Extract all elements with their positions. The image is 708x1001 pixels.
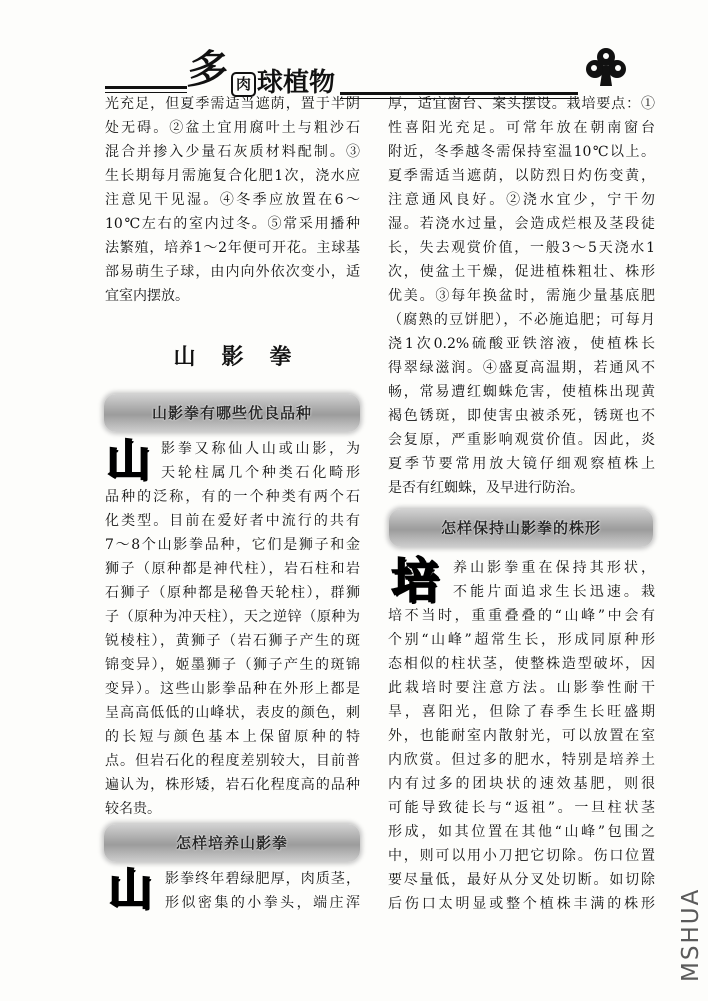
shape-drop-cap: 培 [391,553,440,609]
text-line: 夏季需适当遮荫，以防烈日灼伤变黄， [388,168,655,184]
text-line: 影拳又称仙人山或山影，为 [161,441,360,457]
text-line: 可能导致徒长与“返祖”。一旦柱状茎 [388,800,655,816]
text-line: 长，失去观赏价值，一般3～5天浇水1 [388,240,655,256]
text-line: 锐棱柱），黄狮子（岩石狮子产生的斑 [105,633,360,649]
text-line: 是否有红蜘蛛，及早进行防治。 [388,480,584,496]
cultivation-cap-lines [165,867,360,915]
text-line: 较名贵。 [105,801,161,817]
text-line: 要尽量低，最好从分叉处切断。如切除 [388,872,655,888]
text-line: 中，则可以用小刀把它切除。伤口位置 [388,848,655,864]
varieties-drop-cap: 山 [106,435,150,486]
text-line: 宜室内摆放。 [105,288,189,304]
text-line: 夏季节要常用放大镜仔细观察植株上 [388,456,655,472]
text-line: 化类型。目前在爱好者中流行的共有 [105,513,360,529]
text-line: 内有过多的团块状的速效基肥，则很 [388,776,655,792]
text-line: 锦变异），姬墨狮子（狮子产生的斑锦 [105,657,360,673]
text-line: 遍认为，株形矮，岩石化程度高的品种 [105,777,360,793]
text-line: 石狮子（原种都是秘鲁天轮柱），群狮 [105,585,360,601]
text-line: 此栽培时要注意方法。山影拳性耐干 [388,680,655,696]
text-line: 培不当时，重重叠叠的“山峰”中会有 [388,608,655,624]
watermark: MSHUA [678,887,704,982]
text-line: 外，也能耐室内散射光，可以放置在室 [388,728,655,744]
intro-paragraph [105,92,360,308]
text-line: （腐熟的豆饼肥），不必施追肥；可每月 [388,312,655,328]
text-line: 7～8个山影拳品种，它们是狮子和金 [105,537,360,553]
header-title-boxed-char: 肉 [231,72,256,97]
text-line: 呈高高低低的山峰状，表皮的颜色，刺 [105,705,360,721]
varieties-paragraph [105,485,360,821]
text-line: 变异）。这些山影拳品种在外形上都是 [105,681,360,697]
text-line: 性喜阳光充足。可常年放在朝南窗台 [388,120,655,136]
text-line: 旱，喜阳光，但除了春季生长旺盛期 [388,704,655,720]
shape-cap-lines [453,556,655,604]
text-line: 养山影拳重在保持其形状， [453,560,655,576]
text-line: 不能片面追求生长迅速。栽 [453,584,655,600]
text-line: 品种的泛称，有的一个种类有两个石 [105,489,360,505]
text-line: 湿。若浇水过量，会造成烂根及茎段徒 [388,216,655,232]
text-line: 畅，常易遭红蜘蛛危害，使植株出现黄 [388,384,655,400]
text-line: 的长短与颜色基本上保留原种的特 [105,729,360,745]
text-line: 个别“山峰”超常生长，形成同原种形 [388,632,655,648]
header-rule-left [105,86,187,89]
text-line: 优美。③每年换盆时，需施少量基底肥 [388,288,655,304]
section-title: 山影拳 [173,344,318,370]
text-line: 混合并掺入少量石灰质材料配制。③ [105,144,360,160]
text-line: 褐色锈斑，即使害虫被杀死，锈斑也不 [388,408,655,424]
shape-paragraph [388,604,655,916]
text-line: 浇1次0.2%硫酸亚铁溶液，使植株长 [388,336,655,352]
text-line: 形似密集的小拳头，端庄浑 [165,895,360,911]
text-line: 10℃左右的室内过冬。⑤常采用播种 [105,216,360,232]
header-title-rest: 球植物 [257,68,336,98]
text-line: 天轮柱属几个种类石化畸形 [161,465,360,481]
text-line: 子（原种为冲天柱），天之逆锌（原种为 [105,609,360,625]
text-line: 处无碍。②盆土宜用腐叶土与粗沙石 [105,120,360,136]
text-line: 影拳终年碧绿肥厚，肉质茎， [165,871,360,887]
text-line: 法繁殖，培养1～2年便可开花。主球基 [105,240,360,256]
text-line: 次，使盆土干燥，促进植株粗壮、株形 [388,264,655,280]
text-line: 附近，冬季越冬需保持室温10℃以上。 [388,144,655,160]
text-line: 厚，适宜窗台、案头摆设。栽培要点：① [388,96,655,112]
text-line: 点。但岩石化的程度差别较大，目前普 [105,753,360,769]
text-line: 光充足，但夏季需适当遮荫，置于半阴 [105,96,360,112]
text-line: 注意见干见湿。④冬季应放置在6～ [105,192,360,208]
cultivation-paragraph [388,92,655,500]
text-line: 形成，如其位置在其他“山峰”包围之 [388,824,655,840]
varieties-cap-lines [161,437,360,485]
text-line: 生长期每月需施复合化肥1次，浇水应 [105,168,360,184]
shape-heading: 怎样保持山影拳的株形 [389,509,653,547]
text-line: 会复原，严重影响观赏价值。因此，炎 [388,432,655,448]
text-line: 后伤口太明显或整个植株丰满的株形 [388,896,655,912]
text-line: 注意通风良好。②浇水宜少，宁干勿 [388,192,655,208]
cultivation-drop-cap: 山 [108,864,152,915]
club-icon [582,46,630,88]
text-line: 狮子（原种都是神代柱），岩石柱和岩 [105,561,360,577]
text-line: 部易萌生子球，由内向外依次变小，适 [105,264,360,280]
header-title-first-char: 多 [184,46,232,93]
cultivation-heading: 怎样培养山影拳 [104,824,360,862]
text-line: 态相似的柱状茎，使整株造型破坏，因 [388,656,655,672]
varieties-heading: 山影拳有哪些优良品种 [104,394,360,432]
text-line: 内欣赏。但过多的肥水，特别是培养土 [388,752,655,768]
text-line: 得翠绿滋润。④盛夏高温期，若通风不 [388,360,655,376]
